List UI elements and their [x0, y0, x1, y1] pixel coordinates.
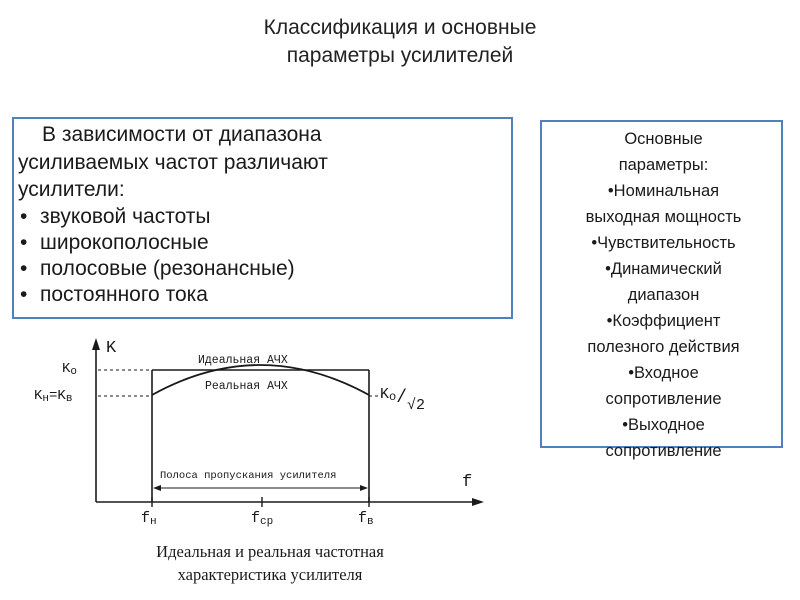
intro-line-3: усилители:: [18, 178, 125, 201]
intro-line-2: усиливаемых частот различают: [18, 150, 328, 174]
list-item: •Выходное: [622, 416, 705, 434]
list-item: •Чувствительность: [591, 234, 736, 252]
fsr-label: fср: [251, 510, 274, 528]
parameters-heading-1: Основные: [624, 130, 703, 148]
passband-arrow-right-head: [360, 485, 368, 491]
list-item: сопротивление: [605, 390, 722, 408]
passband-label: Полоса пропускания усилителя: [160, 470, 337, 482]
list-item: •Входное: [628, 364, 699, 382]
intro-line-1: В зависимости от диапазона: [42, 123, 322, 146]
amplifier-types-box: [12, 117, 513, 319]
y-axis-label: K: [106, 339, 117, 358]
list-item: • полосовые (резонансные): [18, 256, 295, 282]
slide-title-line-2: параметры усилителей: [286, 44, 514, 67]
list-item: • постоянного тока: [18, 282, 295, 308]
slide-title: [0, 14, 800, 70]
fv-label: fв: [358, 510, 374, 528]
parameters-heading-2: параметры:: [618, 156, 709, 174]
caption-line-2: характеристика усилителя: [177, 565, 363, 584]
slide-title-line-1: Классификация и основные: [263, 16, 537, 39]
k0-over-sqrt2-label: Ko/√2: [380, 386, 426, 414]
list-item: •Коэффициент: [606, 312, 721, 330]
list-item: •Номинальная: [607, 182, 720, 200]
list-item: • широкополосные: [18, 230, 295, 256]
y-axis-arrow: [92, 338, 100, 350]
fn-label: fн: [141, 510, 157, 528]
frequency-response-diagram: [0, 330, 800, 535]
list-item: выходная мощность: [585, 208, 742, 226]
kn-kv-label: Kн=Kв: [34, 388, 73, 405]
list-item: диапазон: [627, 286, 700, 304]
amplifier-types-list: [18, 204, 295, 308]
diagram-caption: [60, 540, 480, 586]
ideal-response-label: Идеальная АЧХ: [198, 354, 288, 367]
list-item: полезного действия: [587, 338, 740, 356]
intro-text: [18, 121, 506, 204]
list-item: •Динамический: [605, 260, 722, 278]
real-response-label: Реальная АЧХ: [205, 380, 288, 393]
list-item: сопротивление: [605, 442, 722, 460]
caption-line-1: Идеальная и реальная частотная: [156, 542, 384, 561]
x-axis-label: f: [462, 473, 473, 492]
k0-label: Ko: [62, 361, 78, 378]
passband-arrow-left-head: [153, 485, 161, 491]
x-axis-arrow: [472, 498, 484, 506]
list-item: • звуковой частоты: [18, 204, 295, 230]
